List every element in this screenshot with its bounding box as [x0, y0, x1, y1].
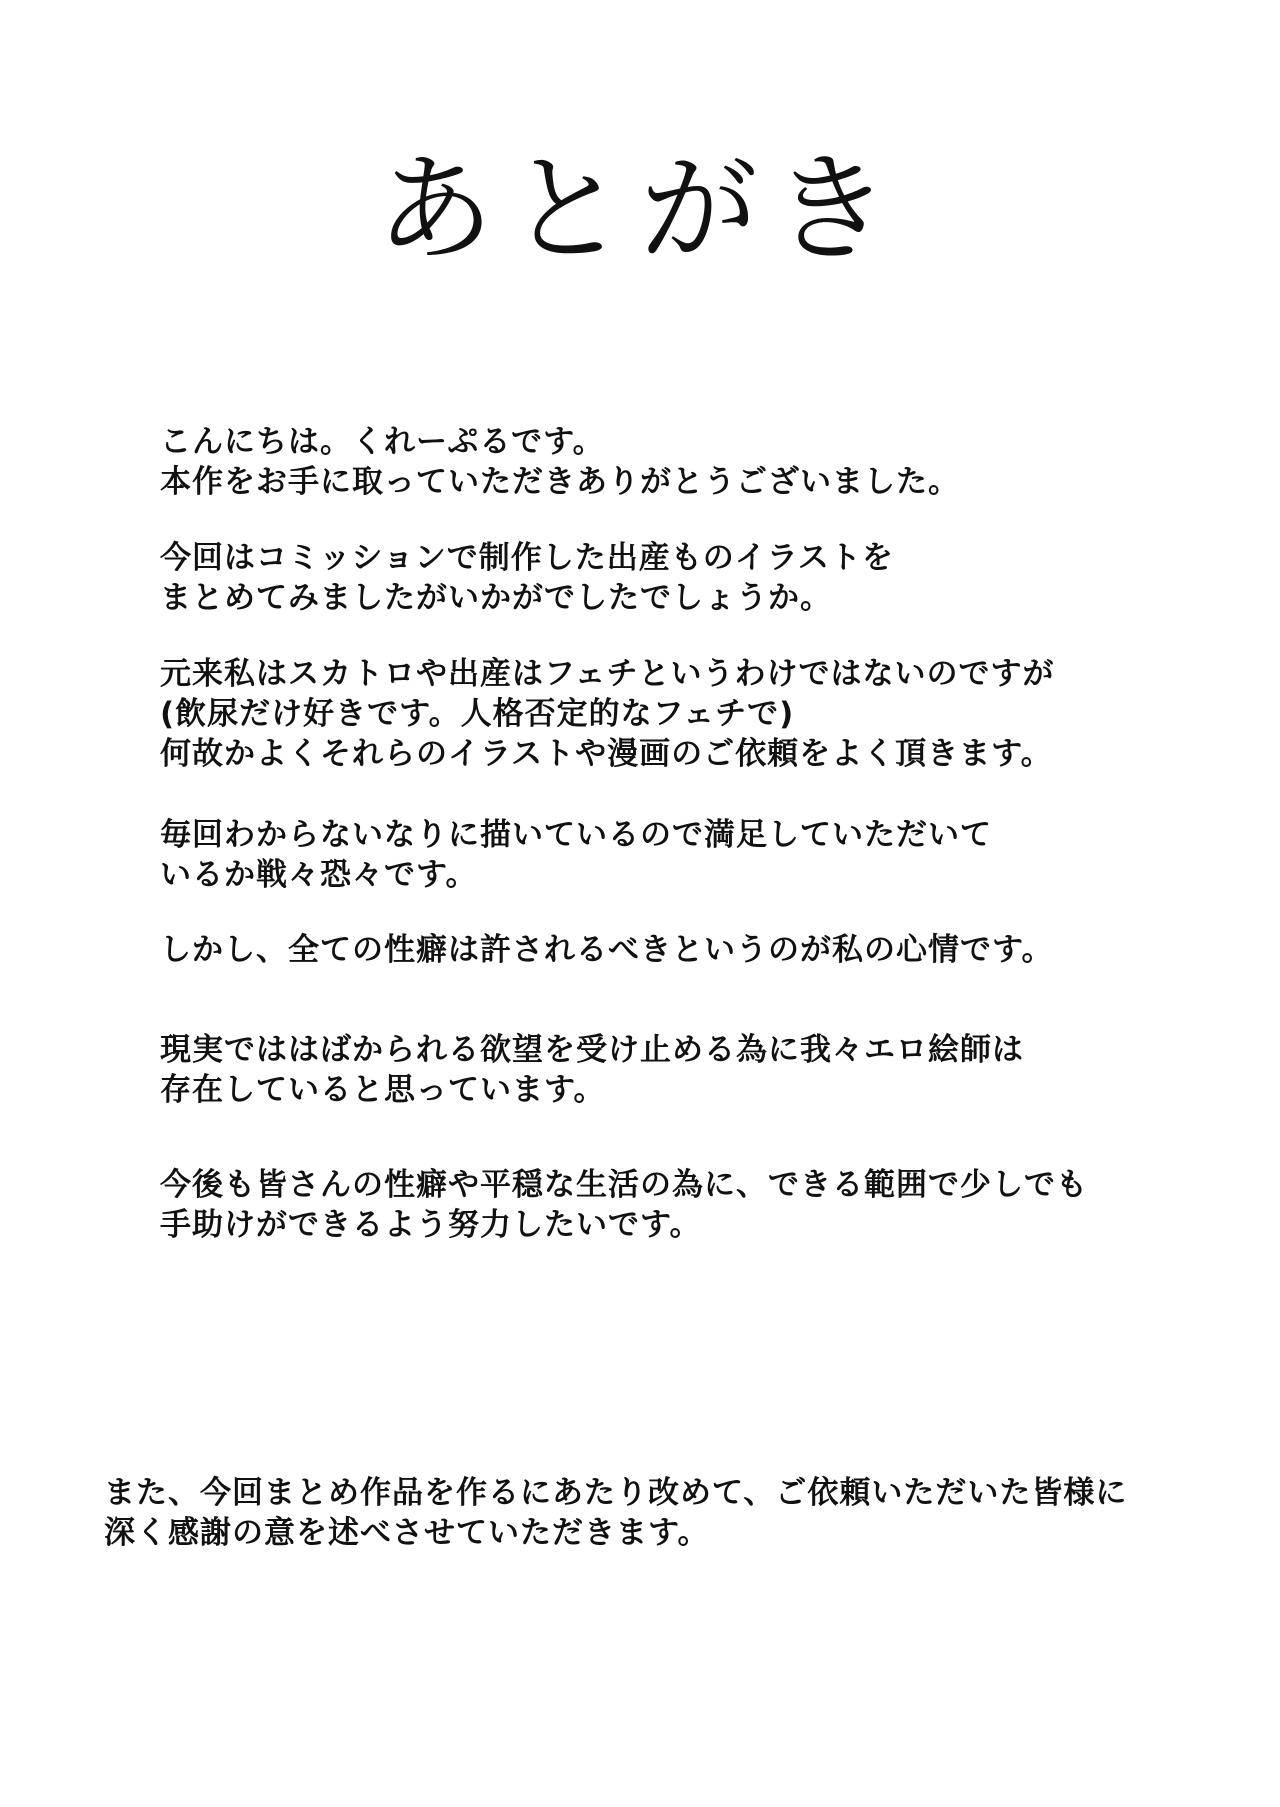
text-line: 現実でははばかられる欲望を受け止める為に我々エロ絵師は: [160, 1032, 1024, 1068]
paragraph-belief: [160, 930, 1220, 970]
paragraph-greeting: [160, 422, 1220, 502]
page-title: あとがき: [375, 140, 904, 278]
text-line: また、今回まとめ作品を作るにあたり改めて、ご依頼いただいた皆様に: [104, 1475, 1128, 1511]
paragraph-reality: [160, 1030, 1220, 1110]
text-line: 何故かよくそれらのイラストや漫画のご依頼をよく頂きます。: [160, 736, 1053, 772]
text-line: 毎回わからないなりに描いているので満足していただいて: [160, 817, 992, 853]
text-line: (飲尿だけ好きです。人格否定的なフェチで): [160, 696, 795, 732]
text-line: 存在していると思っています。: [160, 1072, 606, 1108]
paragraph-worry: [160, 815, 1220, 895]
text-line: 今回はコミッションで制作した出産ものイラストを: [160, 540, 894, 576]
text-line: しかし、全ての性癖は許されるべきというのが私の心情です。: [160, 932, 1054, 968]
text-line: まとめてみましたがいかがでしたでしょうか。: [160, 580, 832, 616]
text-line: 手助けができるよう努力したいです。: [160, 1207, 702, 1243]
paragraph-commission: [160, 538, 1220, 618]
text-line: 深く感謝の意を述べさせていただきます。: [104, 1515, 710, 1551]
closing-thanks: [104, 1473, 1254, 1553]
paragraph-fetish: [160, 654, 1220, 774]
text-line: こんにちは。くれーぷるです。: [160, 424, 605, 460]
paragraph-future: [160, 1165, 1220, 1245]
text-line: いるか戦々恐々です。: [160, 857, 478, 893]
text-line: 元来私はスカトロや出産はフェチというわけではないのですが: [160, 656, 1055, 692]
text-line: 本作をお手に取っていただきありがとうございました。: [160, 464, 960, 500]
text-line: 今後も皆さんの性癖や平穏な生活の為に、できる範囲で少しでも: [160, 1167, 1088, 1203]
